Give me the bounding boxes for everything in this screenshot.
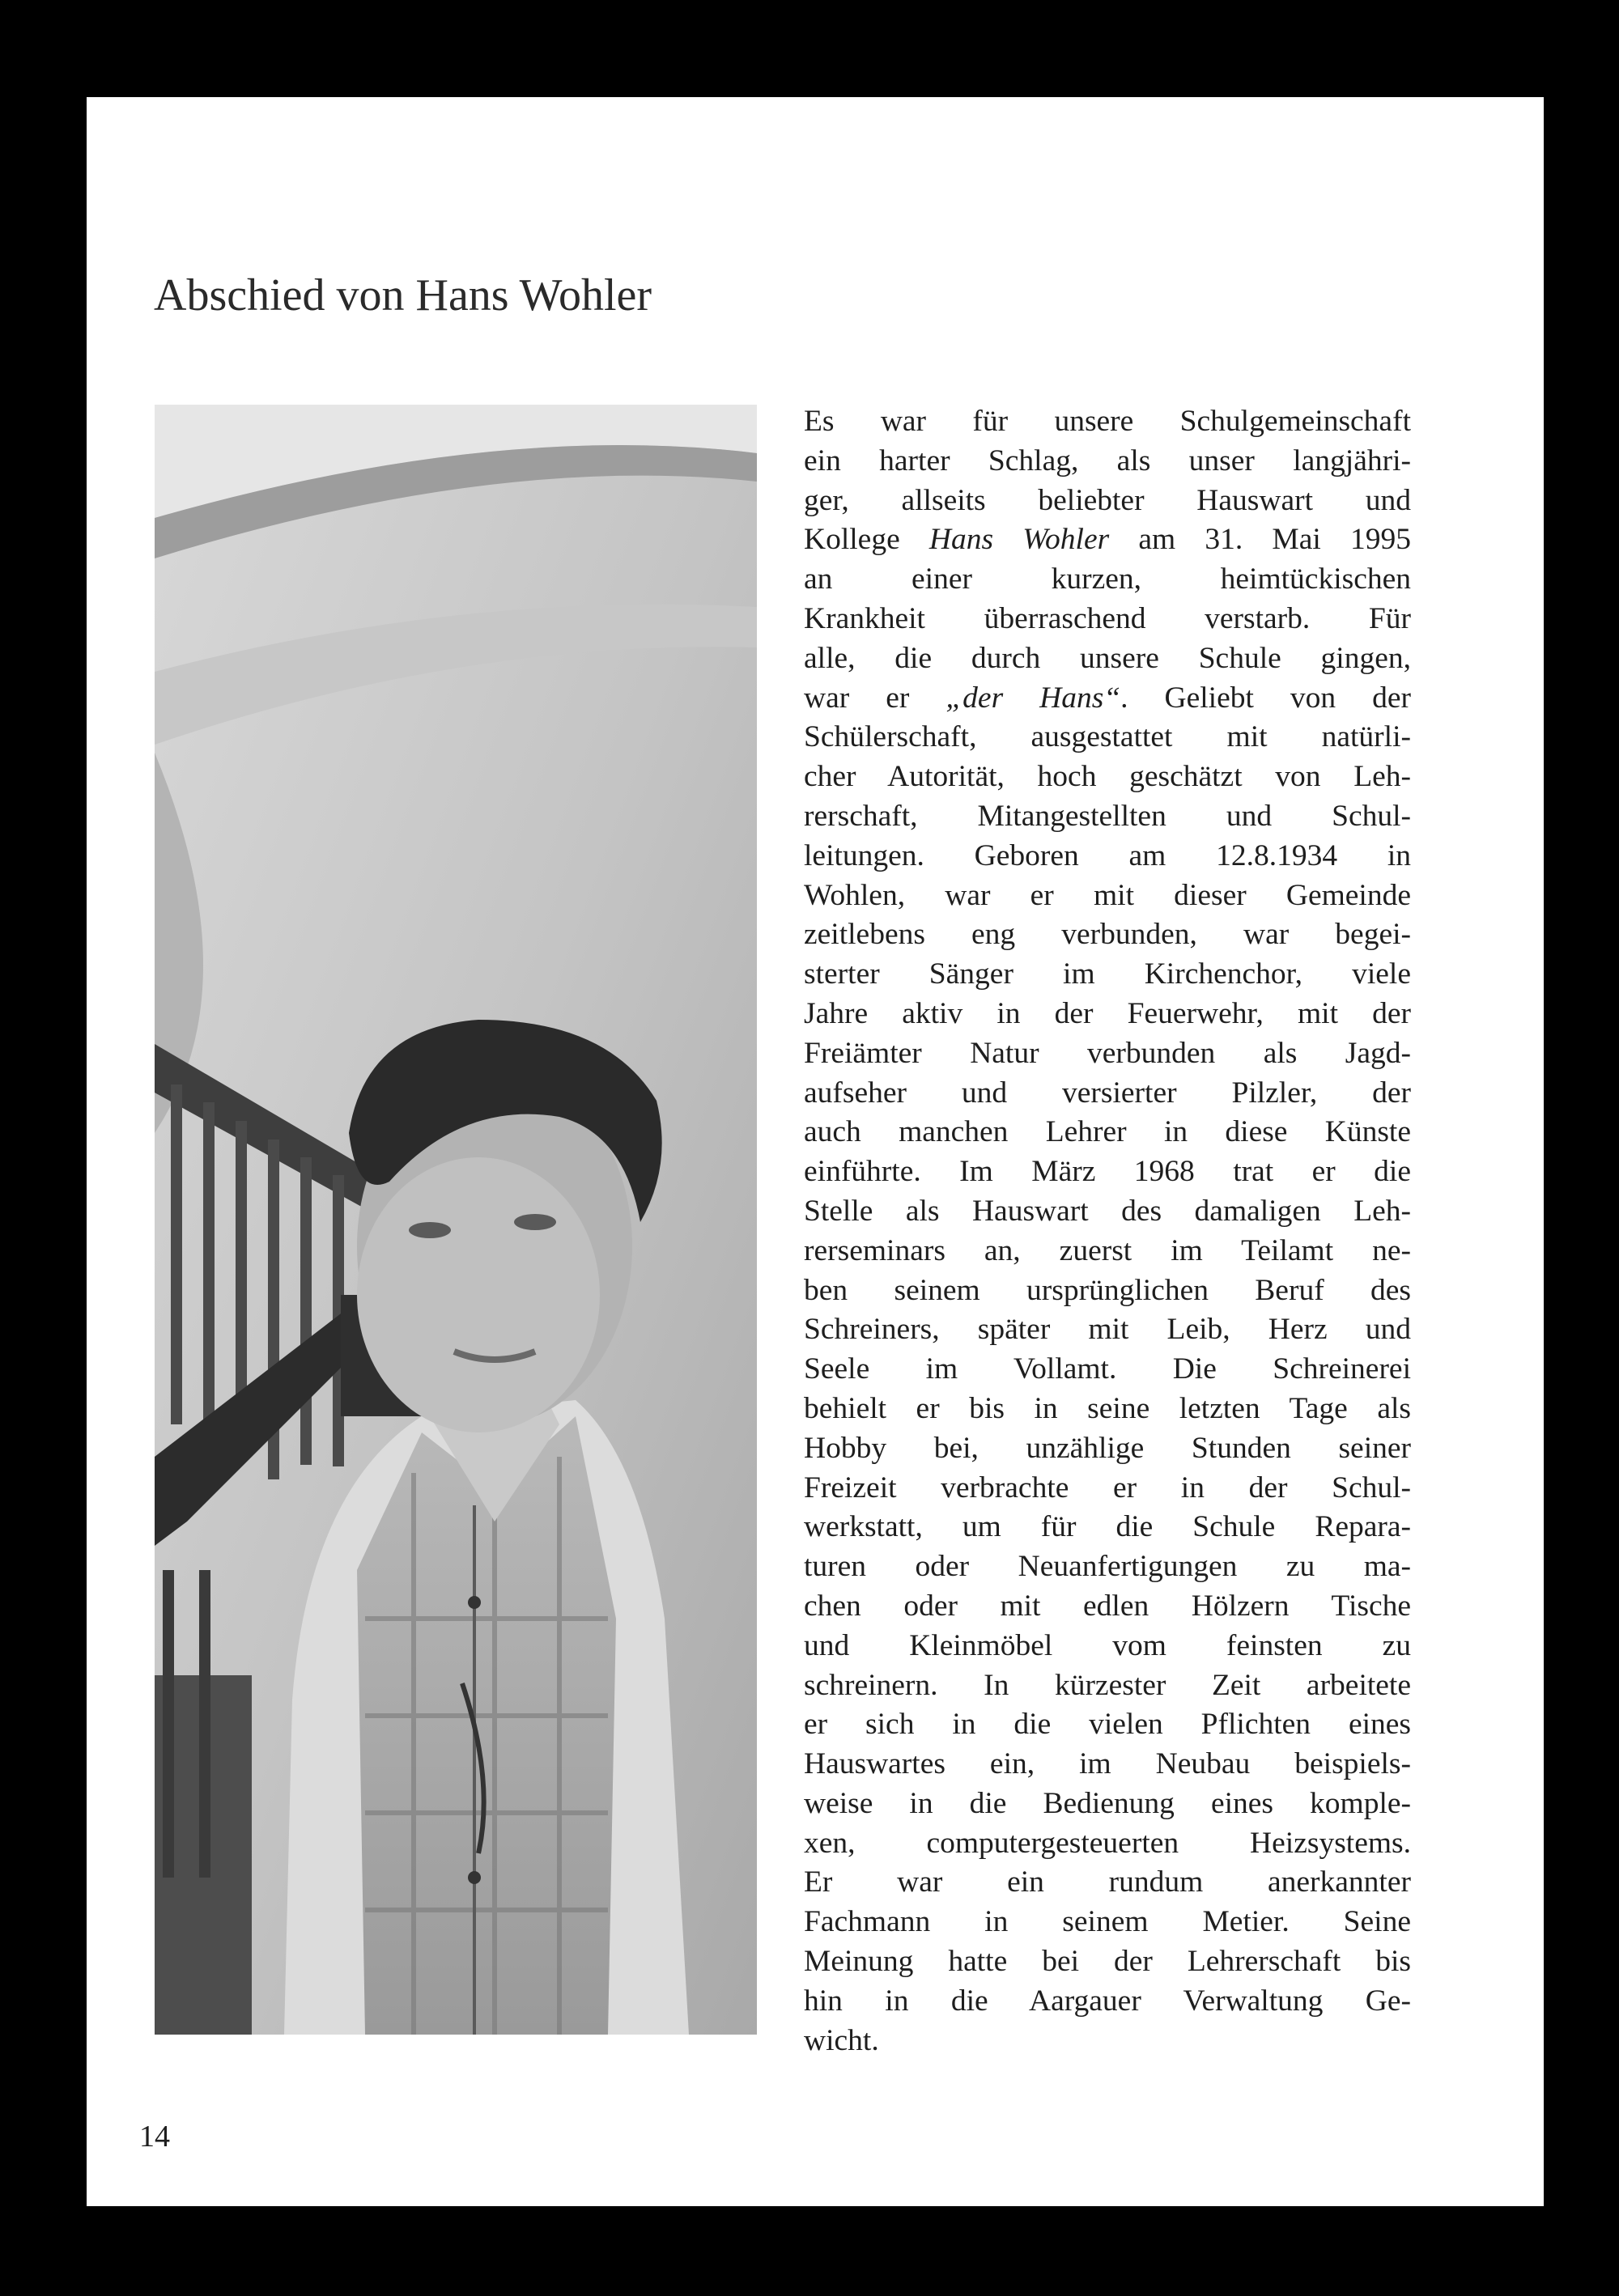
text-line: zeitlebens eng verbunden, war begei- xyxy=(804,918,1411,952)
text-line: Schreiners, später mit Leib, Herz und xyxy=(804,1313,1411,1347)
text-line: Es war für unsere Schulgemeinschaft xyxy=(804,405,1411,438)
text-line: Wohlen, war er mit dieser Gemeinde xyxy=(804,878,1411,912)
document-page xyxy=(87,97,1544,2206)
text-line: Hobby bei, unzählige Stunden seiner xyxy=(804,1431,1411,1465)
page-title: Abschied von Hans Wohler xyxy=(154,270,652,320)
text-line: rerseminars an, zuerst im Teilamt ne- xyxy=(804,1233,1411,1267)
text-line: alle, die durch unsere Schule gingen, xyxy=(804,641,1411,675)
text-line: turen oder Neuanfertigungen zu ma- xyxy=(804,1550,1411,1584)
text-line: war er „der Hans“. Geliebt von der xyxy=(804,681,1411,715)
text-line: und Kleinmöbel vom feinsten zu xyxy=(804,1628,1411,1662)
text-line: aufseher und versierter Pilzler, der xyxy=(804,1076,1411,1110)
text-line: einführte. Im März 1968 trat er die xyxy=(804,1155,1411,1189)
text-line: rerschaft, Mitangestellten und Schul- xyxy=(804,799,1411,833)
text-line: xen, computergesteuerten Heizsystems. xyxy=(804,1826,1411,1860)
text-line: Freiämter Natur verbunden als Jagd- xyxy=(804,1036,1411,1070)
portrait-photo xyxy=(155,405,757,2035)
text-line: auch manchen Lehrer in diese Künste xyxy=(804,1115,1411,1149)
text-line: Seele im Vollamt. Die Schreinerei xyxy=(804,1352,1411,1386)
text-line: cher Autorität, hoch geschätzt von Leh- xyxy=(804,760,1411,794)
text-line: wicht. xyxy=(804,2023,879,2057)
text-line: Meinung hatte bei der Lehrerschaft bis xyxy=(804,1945,1411,1979)
text-line: werkstatt, um für die Schule Repara- xyxy=(804,1510,1411,1544)
text-line: schreinern. In kürzester Zeit arbeitete xyxy=(804,1668,1411,1702)
text-line: hin in die Aargauer Verwaltung Ge- xyxy=(804,1984,1411,2018)
text-line: Er war ein rundum anerkannter xyxy=(804,1865,1411,1899)
text-line: Freizeit verbrachte er in der Schul- xyxy=(804,1471,1411,1504)
text-line: ein harter Schlag, als unser langjähri- xyxy=(804,443,1411,477)
text-line: ger, allseits beliebter Hauswart und xyxy=(804,483,1411,517)
text-line: Kollege Hans Wohler am 31. Mai 1995 xyxy=(804,523,1411,557)
text-line: ben seinem ursprünglichen Beruf des xyxy=(804,1273,1411,1307)
text-line: Schülerschaft, ausgestattet mit natürli- xyxy=(804,720,1411,754)
text-line: chen oder mit edlen Hölzern Tische xyxy=(804,1589,1411,1623)
name-emphasis: Hans Wohler xyxy=(928,523,1110,557)
text-line: Hauswartes ein, im Neubau beispiels- xyxy=(804,1747,1411,1781)
portrait-photo-graphic xyxy=(155,405,757,2035)
text-line: Krankheit überraschend verstarb. Für xyxy=(804,601,1411,635)
text-line: leitungen. Geboren am 12.8.1934 in xyxy=(804,838,1411,872)
text-line: behielt er bis in seine letzten Tage als xyxy=(804,1391,1411,1425)
text-line: Jahre aktiv in der Feuerwehr, mit der xyxy=(804,996,1411,1030)
text-line: sterter Sänger im Kirchenchor, viele xyxy=(804,957,1411,991)
text-line: Fachmann in seinem Metier. Seine xyxy=(804,1905,1411,1939)
body-text xyxy=(804,402,1411,2060)
text-line: er sich in die vielen Pflichten eines xyxy=(804,1708,1411,1742)
nickname-emphasis: „der Hans“ xyxy=(945,681,1121,715)
text-line: an einer kurzen, heimtückischen xyxy=(804,562,1411,596)
page-number: 14 xyxy=(139,2120,170,2154)
text-line: Stelle als Hauswart des damaligen Leh- xyxy=(804,1194,1411,1228)
text-line: weise in die Bedienung eines komple- xyxy=(804,1786,1411,1820)
